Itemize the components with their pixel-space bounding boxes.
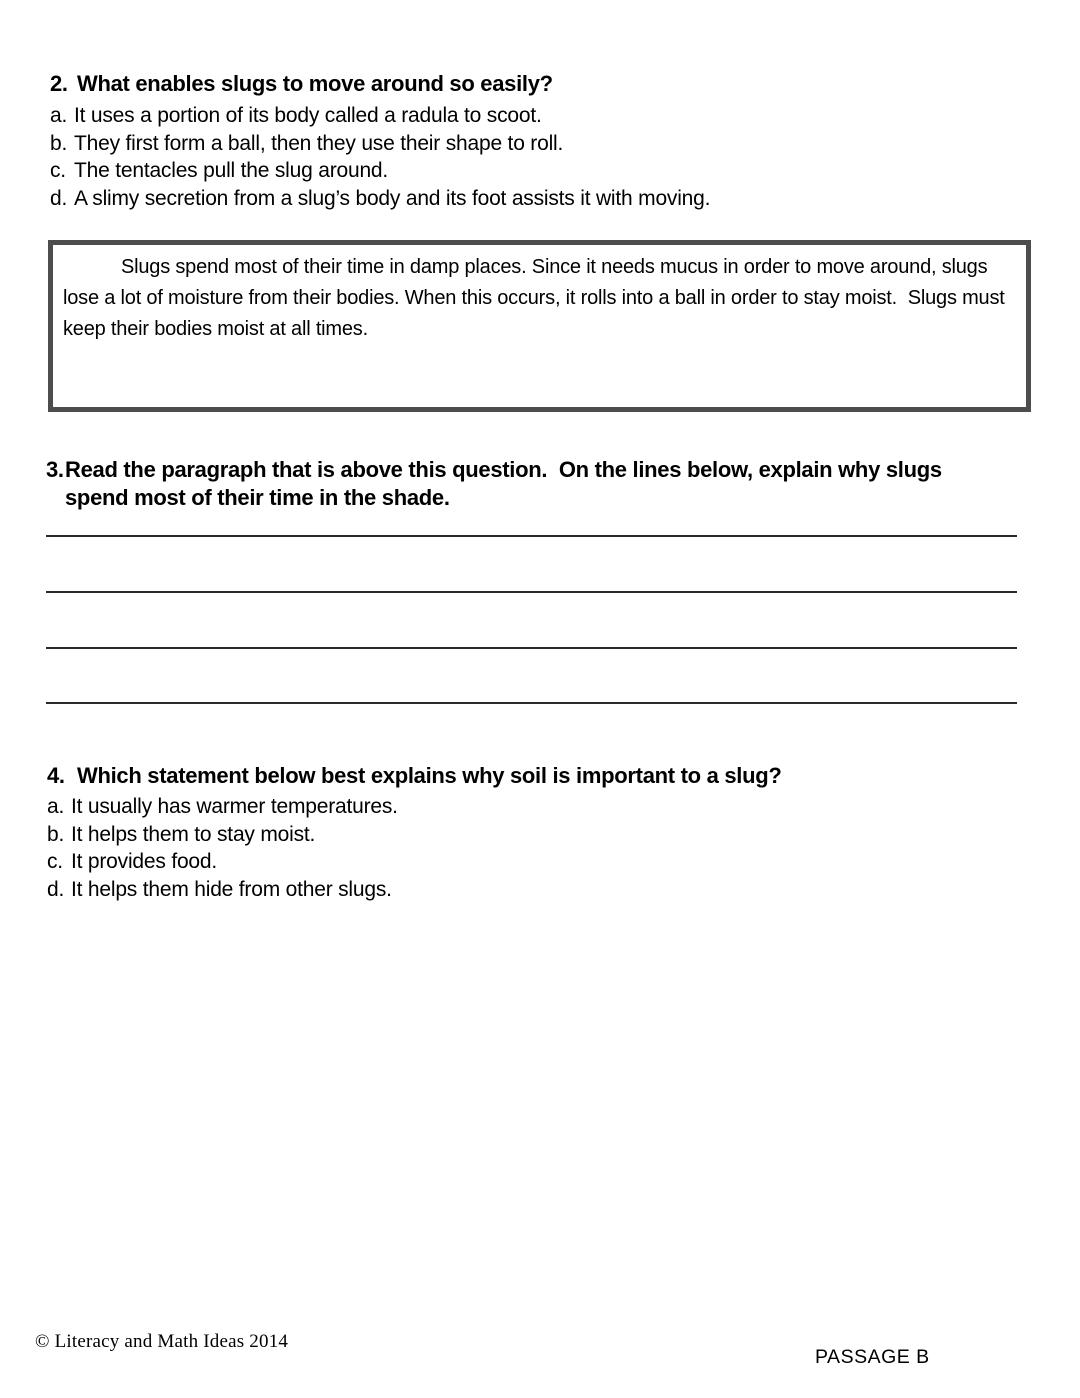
option-text: They first form a ball, then they use their shape to roll. bbox=[74, 131, 564, 155]
passage-label: PASSAGE B bbox=[815, 1346, 930, 1368]
question-2-heading bbox=[50, 70, 1040, 98]
question-4-options bbox=[47, 793, 1040, 903]
option-letter: b. bbox=[47, 822, 65, 846]
question-4-heading bbox=[47, 762, 1040, 790]
option-text: It uses a portion of its body called a radula to scoot. bbox=[74, 104, 542, 127]
option-letter: c. bbox=[50, 159, 66, 182]
option-text: It provides food. bbox=[71, 850, 218, 873]
question-4-number: 4. bbox=[47, 763, 65, 788]
option-letter: b. bbox=[50, 131, 68, 155]
question-2-section bbox=[50, 70, 1040, 212]
option-text: It helps them hide from other slugs. bbox=[71, 877, 392, 901]
answer-option-c bbox=[47, 848, 1040, 876]
answer-line bbox=[46, 591, 1017, 593]
answer-line bbox=[46, 702, 1017, 704]
passage-box bbox=[48, 240, 1031, 412]
option-letter: a. bbox=[47, 795, 65, 818]
answer-line bbox=[46, 535, 1017, 537]
option-letter: a. bbox=[50, 104, 68, 127]
option-text: It helps them to stay moist. bbox=[71, 822, 316, 846]
option-text: The tentacles pull the slug around. bbox=[74, 159, 389, 182]
answer-option-a bbox=[47, 793, 1040, 821]
question-4-section bbox=[47, 762, 1040, 903]
question-2-prompt: What enables slugs to move around so easily? bbox=[77, 71, 553, 96]
answer-option-b bbox=[50, 130, 1040, 158]
question-3-section bbox=[46, 456, 1011, 512]
passage-text: Slugs spend most of their time in damp places. Since it needs mucus in order to move around, slugs lose a lot of moisture from their bodies. When this occurs, it rolls into a ball in order to stay moist. Slugs must keep their bodies moist at all times. bbox=[63, 256, 1010, 340]
question-2-options bbox=[50, 102, 1040, 212]
option-letter: d. bbox=[47, 877, 65, 901]
answer-option-d bbox=[50, 185, 1040, 213]
answer-option-c bbox=[50, 157, 1040, 185]
question-3-heading bbox=[46, 456, 1011, 512]
question-3-prompt: Read the paragraph that is above this question. On the lines below, explain why slugs spend most of their time in the shade. bbox=[65, 457, 948, 510]
answer-option-b bbox=[47, 821, 1040, 849]
answer-line bbox=[46, 647, 1017, 649]
footer-copyright: © Literacy and Math Ideas 2014 bbox=[35, 1331, 289, 1352]
option-text: It usually has warmer temperatures. bbox=[71, 795, 398, 818]
option-text: A slimy secretion from a slug’s body and its foot assists it with moving. bbox=[74, 186, 711, 210]
option-letter: c. bbox=[47, 850, 63, 873]
question-2-number: 2. bbox=[50, 71, 68, 96]
question-4-prompt: Which statement below best explains why soil is important to a slug? bbox=[77, 763, 782, 788]
option-letter: d. bbox=[50, 186, 68, 210]
answer-option-d bbox=[47, 876, 1040, 904]
answer-option-a bbox=[50, 102, 1040, 130]
question-3-number: 3. bbox=[46, 457, 64, 482]
